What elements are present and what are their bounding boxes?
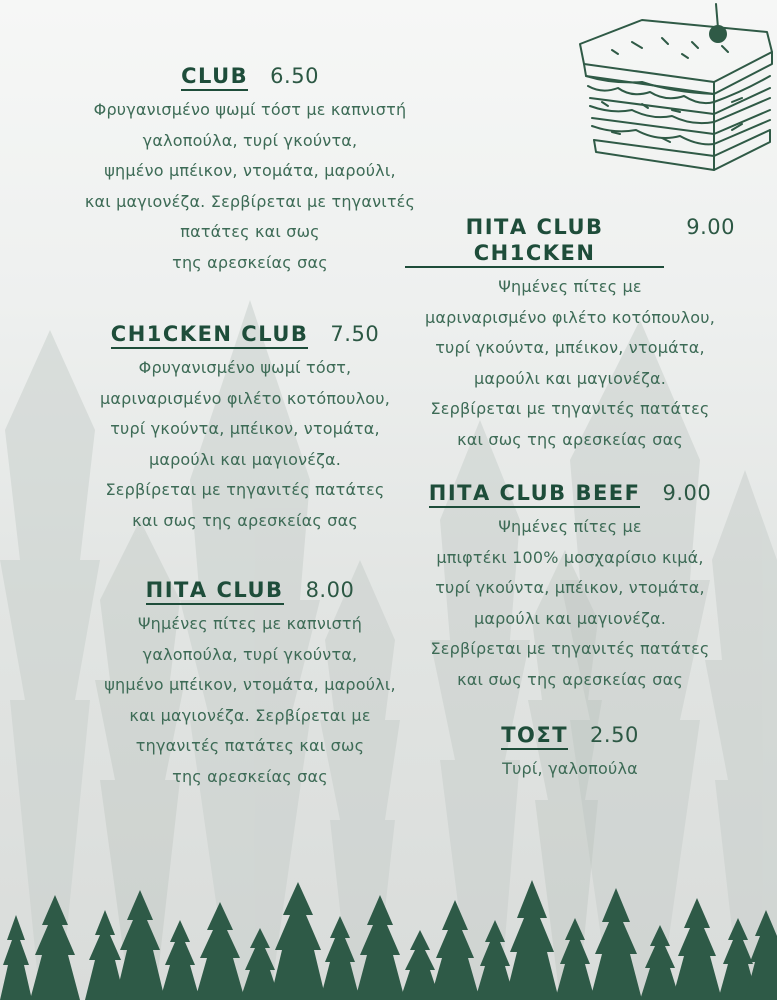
- description-line: Τυρί, γαλοπούλα: [502, 759, 638, 778]
- menu-item-price: 2.50: [590, 723, 639, 747]
- description-line: και σως της αρεσκείας σας: [457, 429, 683, 449]
- description-line: και σως της αρεσκείας σας: [132, 510, 358, 530]
- menu-item-club: [70, 63, 430, 278]
- menu-item-description: [405, 512, 735, 695]
- menu-item-tost: [440, 722, 700, 785]
- description-line: και μαγιονέζα. Σερβίρεται με: [129, 705, 371, 725]
- menu-item-heading: [70, 321, 420, 349]
- menu-item-description: [70, 95, 430, 278]
- description-line: Φρυγανισμένο ψωμί τόστ με καπνιστή: [93, 100, 407, 119]
- menu-item-price: 9.00: [662, 481, 712, 505]
- menu-item-heading: [70, 63, 430, 91]
- pine-tree-silhouettes: [0, 870, 777, 1000]
- menu-item-name: CLUB: [181, 63, 248, 91]
- description-line: μαρούλι και μαγιονέζα.: [148, 449, 342, 469]
- description-line: πατάτες και σως: [180, 222, 320, 241]
- description-line: Ψημένες πίτες με: [498, 517, 642, 536]
- menu-item-price: 9.00: [686, 215, 735, 239]
- menu-item-description: [405, 272, 735, 455]
- description-line: τυρί γκούντα, μπέικον, ντομάτα,: [110, 419, 380, 438]
- menu-item-name: ΤΟΣΤ: [501, 722, 568, 750]
- menu-item-name: ΠΙΤΑ CLUB BEEF: [429, 480, 641, 508]
- description-line: Ψημένες πίτες με καπνιστή: [137, 614, 363, 633]
- description-line: και σως της αρεσκείας σας: [457, 669, 683, 689]
- menu-item-chicken-club: [70, 321, 420, 536]
- menu-item-pita-club: [70, 577, 430, 792]
- menu-item-pita-club-beef: [405, 480, 735, 695]
- menu-item-price: 7.50: [330, 322, 380, 346]
- description-line: Σερβίρεται με τηγανιτές πατάτες: [430, 399, 710, 418]
- description-line: γαλοπούλα, τυρί γκούντα,: [142, 130, 358, 150]
- description-line: Σερβίρεται με τηγανιτές πατάτες: [430, 639, 710, 658]
- description-line: Ψημένες πίτες με: [498, 277, 642, 296]
- description-line: γαλοπούλα, τυρί γκούντα,: [142, 644, 358, 664]
- description-line: τυρί γκούντα, μπέικον, ντομάτα,: [435, 578, 705, 597]
- menu-item-description: [440, 754, 700, 785]
- description-line: Σερβίρεται με τηγανιτές πατάτες: [105, 480, 385, 499]
- description-line: τυρί γκούντα, μπέικον, ντομάτα,: [435, 338, 705, 357]
- menu-item-pita-club-chicken: [405, 214, 735, 455]
- menu-item-heading: [70, 577, 430, 605]
- menu-item-heading: [440, 722, 700, 750]
- menu-item-description: [70, 353, 420, 536]
- description-line: μαρούλι και μαγιονέζα.: [473, 368, 667, 388]
- description-line: ψημένο μπέικον, ντομάτα, μαρούλι,: [104, 161, 396, 180]
- menu-item-price: 8.00: [305, 578, 355, 602]
- description-line: της αρεσκείας σας: [172, 252, 328, 272]
- club-sandwich-illustration: [572, 2, 777, 187]
- menu-item-name: ΠΙΤΑ CLUB: [146, 577, 284, 605]
- description-line: ψημένο μπέικον, ντομάτα, μαρούλι,: [104, 675, 396, 694]
- description-line: μπιφτέκι 100% μοσχαρίσιο κιμά,: [436, 547, 704, 567]
- menu-item-description: [70, 609, 430, 792]
- description-line: τηγανιτές πατάτες και σως: [135, 736, 365, 755]
- description-line: και μαγιονέζα. Σερβίρεται με τηγανιτές: [84, 191, 416, 211]
- menu-item-heading: [405, 480, 735, 508]
- menu-item-name: ΠΙΤΑ CLUB CH1CKEN: [405, 214, 664, 268]
- menu-item-heading: [405, 214, 735, 268]
- description-line: μαριναρισμένο φιλέτο κοτόπουλου,: [99, 388, 391, 408]
- description-line: μαριναρισμένο φιλέτο κοτόπουλου,: [424, 307, 716, 327]
- menu-item-price: 6.50: [270, 64, 319, 88]
- description-line: Φρυγανισμένο ψωμί τόστ,: [138, 358, 352, 377]
- description-line: της αρεσκείας σας: [172, 766, 328, 786]
- description-line: μαρούλι και μαγιονέζα.: [473, 608, 667, 628]
- menu-item-name: CH1CKEN CLUB: [111, 321, 309, 349]
